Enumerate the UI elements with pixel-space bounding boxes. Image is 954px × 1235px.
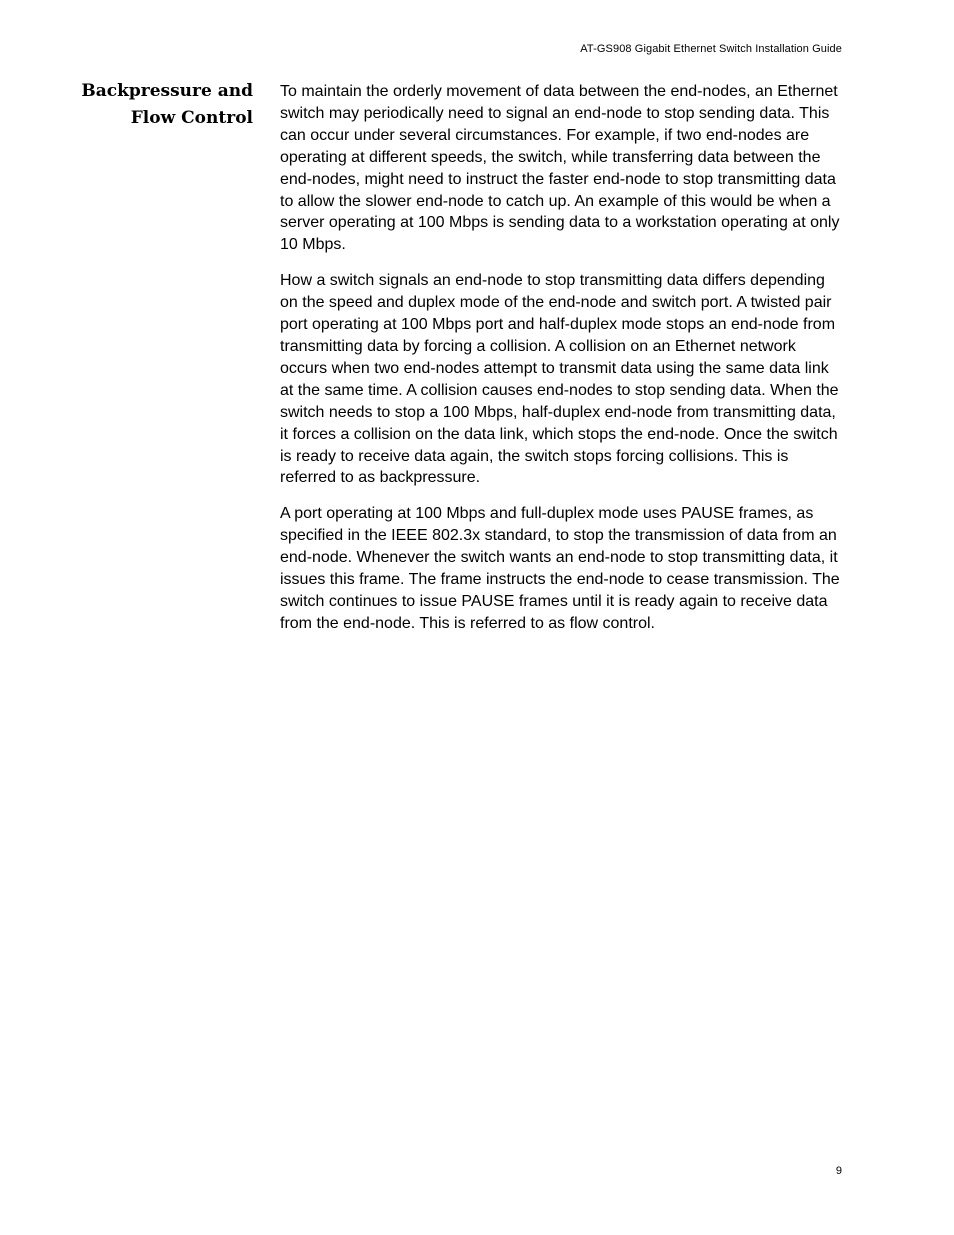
section-heading-line-2: Flow Control [130, 108, 253, 128]
running-header: AT-GS908 Gigabit Ethernet Switch Installation Guide [580, 43, 842, 55]
section-body [280, 81, 846, 649]
paragraph-backpressure: How a switch signals an end-node to stop transmitting data differs depending on the speed and duplex mode of the end-node and switch port. A twisted pair port operating at 100 Mbps port and half-duplex mode stops an end-node from transmitting data by forcing a collision. A collision on an Ethernet network occurs when two end-nodes attempt to transmit data using the same data link at the same time. A collision causes end-nodes to stop sending data. When the switch needs to stop a 100 Mbps, half-duplex end-node from transmitting data, it forces a collision on the data link, which stops the end-node. Once the switch is ready to receive data again, the switch stops forcing collisions. This is referred to as backpressure. [280, 272, 839, 487]
paragraph-data-movement: To maintain the orderly movement of data between the end-nodes, an Ethernet switch may periodically need to signal an end-node to stop sending data. This can occur under several circumstances. For example, if two end-nodes are operating at different speeds, the switch, while transferring data between the end-nodes, might need to instruct the faster end-node to stop transmitting data to allow the slower end-node to catch up. An example of this would be when a server operating at 100 Mbps is sending data to a workstation operating at only 10 Mbps. [280, 83, 840, 254]
section-heading [60, 78, 253, 132]
paragraph-flow-control: A port operating at 100 Mbps and full-duplex mode uses PAUSE frames, as specified in the IEEE 802.3x standard, to stop the transmission of data from an end-node. Whenever the switch wants an end-node to stop transmitting data, it issues this frame. The frame instructs the end-node to cease transmission. The switch continues to issue PAUSE frames until it is ready again to receive data from the end-node. This is referred to as flow control. [280, 505, 840, 632]
section-heading-line-1: Backpressure and [81, 81, 253, 101]
page-number: 9 [835, 1165, 842, 1177]
